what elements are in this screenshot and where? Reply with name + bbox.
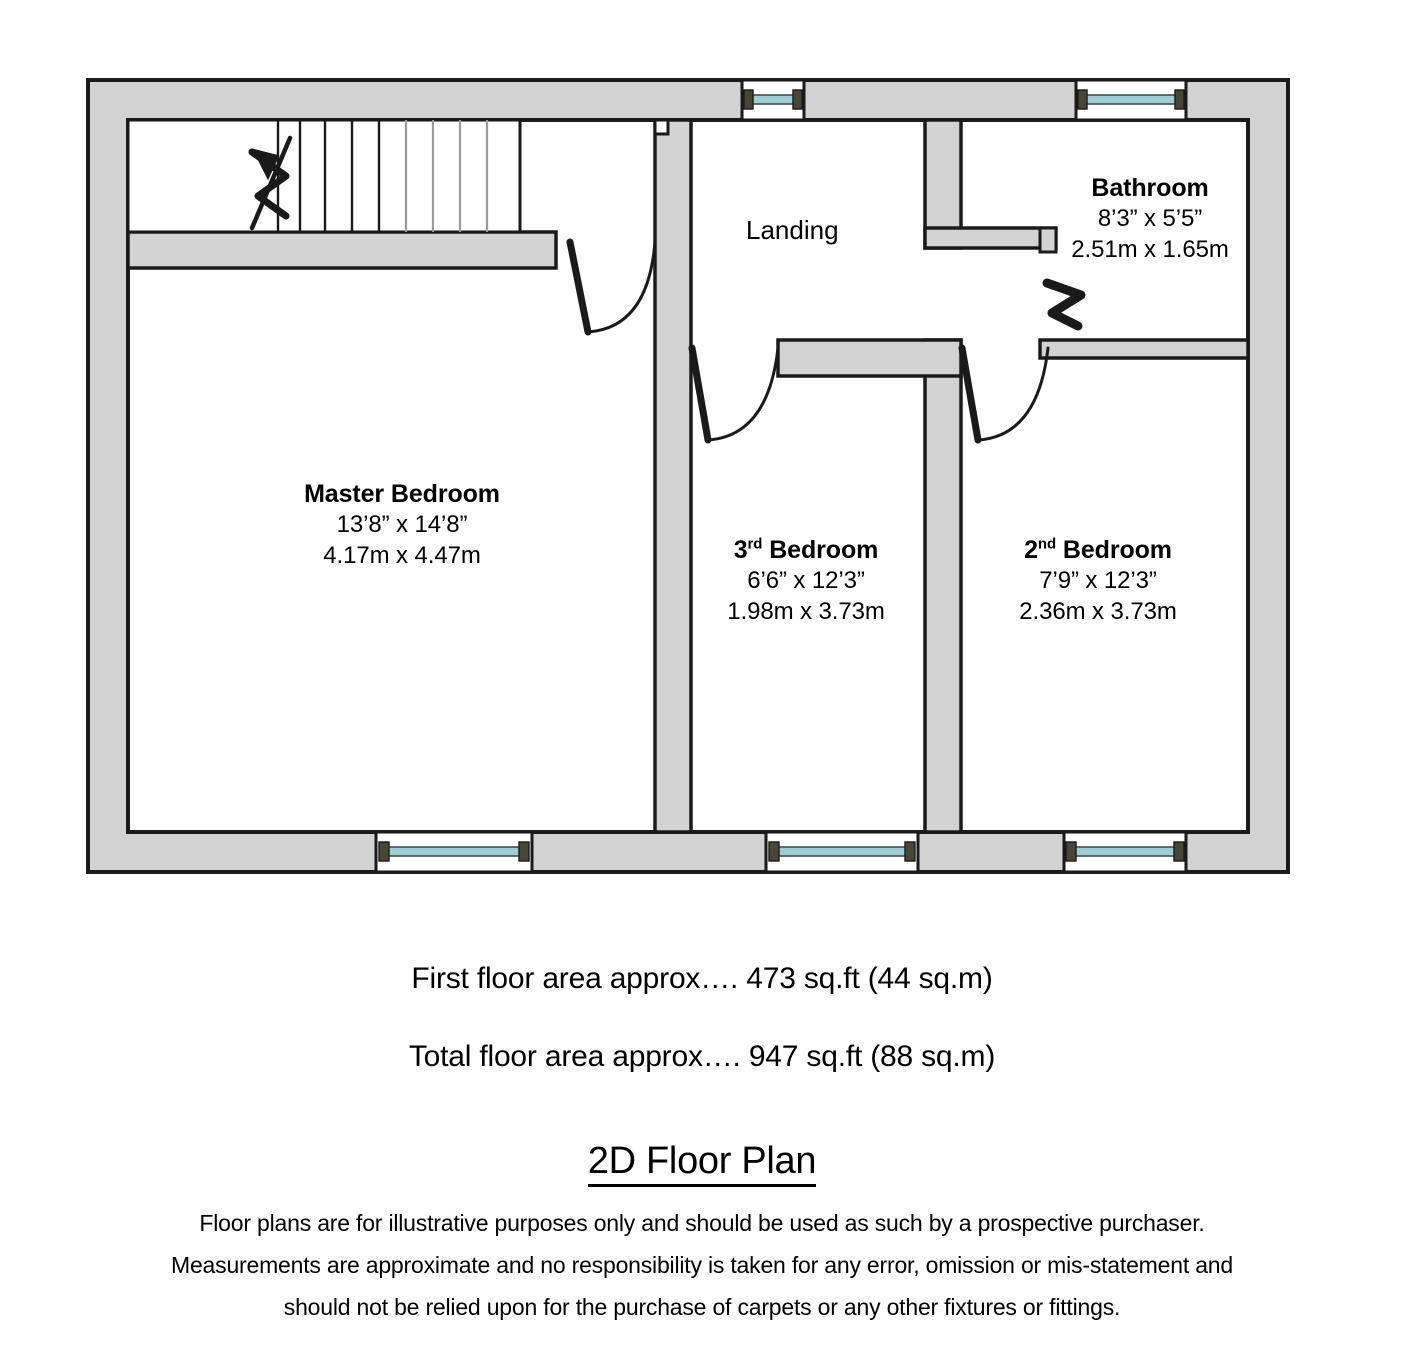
disclaimer-line-2: Measurements are approximate and no responsibility is taken for any error, omission or mis-statement and (171, 1252, 1233, 1278)
door-bathroom-zigzag-icon (1047, 283, 1081, 326)
wall-bathroom-jog (925, 228, 1056, 248)
room-label-master-bedroom (282, 478, 522, 571)
first-floor-area: First floor area approx…. 473 sq.ft (44 sq.m) (411, 962, 993, 995)
room-label-landing (746, 215, 839, 246)
bed2-imperial: 7’9” x 12’3” (1039, 567, 1157, 594)
bed3-name-base: Bedroom (769, 536, 879, 564)
master-bedroom-imperial: 13’8” x 14’8” (336, 511, 468, 538)
landing-name: Landing (746, 215, 839, 245)
disclaimer-line-3: should not be relied upon for the purchase of carpets or any other fixtures or fittings. (283, 1294, 1121, 1320)
door-bed2 (962, 348, 1048, 440)
bathroom-metric: 2.51m x 1.65m (1071, 235, 1229, 263)
door-swing-arc-bed2 (978, 348, 1048, 440)
bed2-name (992, 534, 1204, 566)
window-landing-top (742, 80, 804, 120)
door-leaf-bed2 (962, 348, 978, 440)
bed2-metric: 2.36m x 3.73m (1019, 597, 1177, 625)
master-bedroom-metric: 4.17m x 4.47m (323, 541, 481, 569)
wall-bed3-top (778, 340, 961, 376)
staircase (128, 120, 520, 232)
page-title-text: 2D Floor Plan (588, 1140, 816, 1187)
bed3-ordinal-suffix: rd (747, 535, 763, 553)
wall-bed3-bed2-divider (925, 340, 961, 832)
wall-master-landing-divider (655, 120, 691, 832)
wall-stair-master-divider (128, 232, 556, 268)
master-bedroom-name: Master Bedroom (304, 480, 500, 508)
window-master-bottom (376, 832, 532, 872)
bed3-metric: 1.98m x 3.73m (727, 597, 885, 625)
door-bed3 (692, 348, 778, 440)
bed3-imperial: 6’6” x 12’3” (747, 567, 865, 594)
door-swing-arc-master (588, 242, 655, 332)
door-jamb-notch-landing (655, 120, 668, 134)
room-label-bed2 (992, 534, 1204, 627)
total-floor-area: Total floor area approx…. 947 sq.ft (88 sq.m) (408, 1040, 996, 1073)
door-master-bedroom (570, 242, 655, 332)
door-leaf-bed3 (692, 348, 708, 440)
door-leaf-master (570, 242, 588, 332)
bed3-ordinal-number: 3 (733, 536, 748, 564)
bed2-name-base: Bedroom (1062, 536, 1172, 564)
window-bed2-bottom (1064, 832, 1186, 872)
wall-bathroom-bottom (1040, 340, 1248, 358)
disclaimer-line-1: Floor plans are for illustrative purposes only and should be used as such by a prospective purchaser. (199, 1210, 1205, 1236)
window-bed3-bottom (766, 832, 918, 872)
page-title (0, 1140, 1404, 1183)
room-label-bed3 (700, 534, 912, 627)
room-label-bathroom (1042, 172, 1258, 265)
bed3-name (700, 534, 912, 566)
door-swing-arc-bed3 (708, 348, 778, 440)
bed2-ordinal-number: 2 (1024, 536, 1038, 564)
bathroom-name: Bathroom (1091, 174, 1209, 202)
bathroom-imperial: 8’3” x 5’5” (1097, 205, 1203, 232)
window-bathroom-top (1076, 80, 1186, 120)
door-bathroom (1047, 283, 1081, 326)
bed2-ordinal-suffix: nd (1037, 535, 1057, 553)
